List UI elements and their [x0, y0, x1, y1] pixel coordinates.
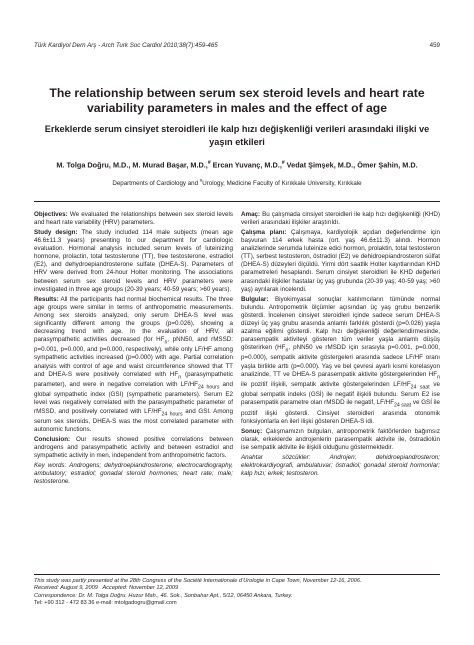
section-text: Çalışmamızın bulguları, antropometrik faktörlerden bağımsız olarak, erkeklerde androjenlerin parasempatik aktivite ile, östradiolün ise sempatik aktivite ile ilişkili olduğunu göstermektedir. [241, 427, 440, 451]
subscript: 24 hours [161, 410, 183, 417]
subscript: n [437, 373, 440, 380]
ozet-bulgular [241, 296, 440, 426]
author-group-1: M. Tolga Doğru, M.D., M. Murad Başar, M.D., [56, 160, 208, 170]
ozet-anahtar-sozcukler [241, 454, 440, 478]
correspondence [34, 593, 440, 600]
section-label: Çalışma planı: [241, 228, 287, 236]
subscript: 24 saat [410, 384, 430, 391]
section-text: We evaluated the relationships between sex steroid levels and heart rate variability (HRV) parameters. [34, 211, 233, 227]
correspondence-label: Correspondence: [34, 592, 77, 599]
abstract-results [34, 296, 233, 435]
section-text: ile pozitif ilişkili, sempatik aktivite göstergelerinden LF/HF [241, 380, 411, 388]
affiliation-part: Departments of Cardiology and [112, 180, 200, 188]
page-number: 459 [429, 42, 440, 49]
received-date: August 9, 2009 [58, 585, 98, 592]
section-text: , pNN50 ve rMSDD için sırasıyla p=0.001, p=0.000, p=0.000), sempatik aktivite göstergeleri arasında sadece LF/HF oranı yaşla birlikte arttı (p=0.000). Yaş ve bel çevresi ayarlı kısmi korelasyon analizinde, TT ve DHEA-S parasempatik aktivite göstergelerinden HF [241, 344, 440, 378]
abstract-objectives [34, 211, 233, 227]
subscript: 24 hours [197, 384, 220, 391]
affiliation-part: Urology, Medicine Faculty of Kırıkkale University, Kırıkkale [202, 180, 362, 188]
subscript: n [164, 339, 168, 346]
section-text: Biyokimyasal sonuçlar katılımcıların tümünde normal bulundu. Antropometrik ölçümler açısından üç yaş grubu benzerlik gösterdi. İncelenen cinsiyet steroidleri içinde sadece serum DHEA-S düzeyi üç yaş grubu arasında anlamlı farklılık gösterdi (p=0.026) yaşla azalma eğilimi gösterdi. Kalp hızı değişkenliği değerlendirmesinde, parasempatik aktiviteyi gösteren tüm veriler yaşla anlamlı düşüş gösterirken (HF [241, 295, 440, 352]
footnotes [34, 578, 440, 607]
keywords-text: Androgens; dehydroepiandrosterone; electrocardiography, ambulatory; estradiol; gonadal steroid hormones; heart rate; male; testosterone. [34, 461, 234, 486]
ozet-calisma-plani [241, 229, 440, 294]
section-text: (parasympathetic parameter), and were in negative correlation with LF/HF [34, 370, 233, 388]
section-label: Amaç: [241, 211, 261, 218]
section-label: Sonuç: [241, 427, 263, 435]
section-label: Objectives: [34, 211, 68, 218]
subscript: n [285, 347, 289, 354]
section-text: , pNN50, and rMSSD: p=0.001, p=0.000, and p=0.000, respectively), while only LF/HF among sympathetic activities increased (p=0.000) with age. Partial correlation analysis with control of age and waist circumference showed that TT and DHEA-S were positively correlated with HF [34, 336, 233, 378]
abstract-keywords [34, 462, 233, 486]
keywords-label: Key words: [34, 461, 67, 469]
section-text: ve GSİ ile pozitif ilişki gösterdi. Cinsiyet steroidleri arasında otonomik fonksiyonlarla en ileri ilişki gösteren DHEA-S idi. [241, 399, 440, 425]
section-label: Results: [34, 295, 59, 303]
affiliation [34, 176, 440, 188]
footnote-divider [34, 574, 440, 575]
subscript: 24 saat [394, 402, 412, 409]
received-accepted [34, 585, 440, 592]
abstract-study-design [34, 229, 233, 294]
author-group-3: Vedat Şimşek, M.D., Ömer Şahin, M.D. [284, 160, 418, 170]
journal-citation: Türk Kardiyol Dern Arş - Arch Turk Soc Cardiol 2010;38(7):459-465 [34, 42, 218, 49]
section-label: Study design: [34, 228, 78, 236]
accepted-date: November 12, 2009 [127, 585, 179, 592]
received-label: Received: [34, 585, 59, 592]
affiliation-mark: # [199, 178, 203, 183]
running-head [34, 42, 440, 54]
article-title-turkish: Erkeklerde serum cinsiyet steroidleri ile kalp hızı değişkenliği verileri arasındaki ilişki ve yaşın etkileri [44, 124, 430, 147]
ozet-amac [241, 211, 440, 227]
affiliation-mark: # [281, 160, 285, 166]
section-text: The study included 114 male subjects (mean age 46.6±11.3 years) presenting to our department for cardiologic evaluation. Hormonal analysis included serum levels of luteinizing hormone, prolactin, total testosterone (TT), free testosterone, estradiol (E2), and dehydroepiandrosterone sulfate (DHEA-S). Parameters of HRV were derived from 24-hour Holter monitoring. The associations between serum sex steroid levels and HRV parameters were investigated in three age groups (20-39 years; 40-59 years; >60 years). [34, 228, 233, 293]
section-text: and global sympathetic index (GSI) (sympathetic parameters). Serum E2 level was negatively correlated with the parasympathetic parameter of rMSSD, and positively correlated with LF/HF [34, 380, 233, 415]
section-label: Conclusion: [34, 435, 71, 443]
section-text: ve global sempatik indeks (GSİ) ile negatif ilişkili bulundu. Serum E2 ise parasempatik parametre olan rMSDD ile negatif, LF/HF [241, 380, 440, 407]
subscript: n [178, 373, 182, 380]
ozet-sonuc [241, 428, 440, 452]
author-list [34, 158, 440, 170]
article-title: The relationship between serum sex steroid levels and heart rate variability parameters in males and the effect of age [49, 86, 425, 115]
contact-info: Tel: +90 312 - 472 83 36 e-mail: mtolgadogru@gmail.com [34, 599, 177, 606]
keywords-text: Androjen; dehidroepiandrosteron; elektrokardiyografi, ambulatuvar; östradiol; gonadal steroid hormonlar; kalp hızı; erkek; testosteron. [241, 453, 441, 477]
author-group-2: Ercan Yuvanç, M.D., [210, 160, 282, 170]
section-label: Bulgular: [241, 295, 269, 303]
section-text: and GSI. Among serum sex steroids, DHEA-S was the most correlated parameter with autonomic functions. [34, 407, 233, 433]
affiliation-mark: # [207, 160, 211, 166]
correspondence-address: Dr. M. Tolga Doğru. Huzur Mah., 46. Sok., Sonbahar Apt., 5/12, 06450 Ankara, Turkey. [76, 592, 293, 599]
section-text: All the participants had normal biochemical results. The three age groups were similar in terms of anthropometric measurements. Among sex steroids analyzed, only serum DHEA-S level was significantly different among the groups (p=0.026), showing a decreasing trend with age. In the evaluation of HRV, all parasympathetic activities decreased (for HF [34, 295, 233, 343]
abstract-conclusion [34, 436, 233, 460]
accepted-label: Accepted: [102, 585, 128, 592]
section-text: Çalışmaya, kardiyolojik açıdan değerlendirme için başvuran 114 erkek hasta (ort. yaş 46.6±11.3) alındı. Hormon analizlerinde serumda luteinize edici hormon, prolaktin, total testosteron (TT), serbest testosteron, östradiol (E2) ve dehidroepiandrosteron sülfat (DHEA-S) düzeyleri ölçüldü. Yirmi dört saatlik Holter kayıtlarından KHD parametreleri hesaplandı. Serum cinsiyet steroidleri ile KHD değerleri arasındaki ilişkiler hastalar üç yaş grubunda (20-39 yaş; 40-59 yaş; >60 yaş) ayrılarak incelendi. [241, 228, 441, 293]
section-text: Bu çalışmada cinsiyet steroidleri ile kalp hızı değişkenliği (KHD) verileri arasındaki ilişkiler araştırıldı. [241, 211, 440, 227]
section-text: Our results showed positive correlations between androgens and parasympathetic activity and between estradiol and sympathetic activity in men, independent from anthropometric factors. [34, 435, 233, 460]
abstract-english [34, 211, 233, 488]
presentation-note: This study was partly presented at the 28th Congress of the Société Internationale d’Urologie in Cape Town, November 12-16, 2006. [34, 578, 362, 584]
header-divider [34, 201, 440, 202]
keywords-label: Anahtar sözcükler: [241, 453, 311, 461]
abstract-turkish [241, 211, 440, 480]
